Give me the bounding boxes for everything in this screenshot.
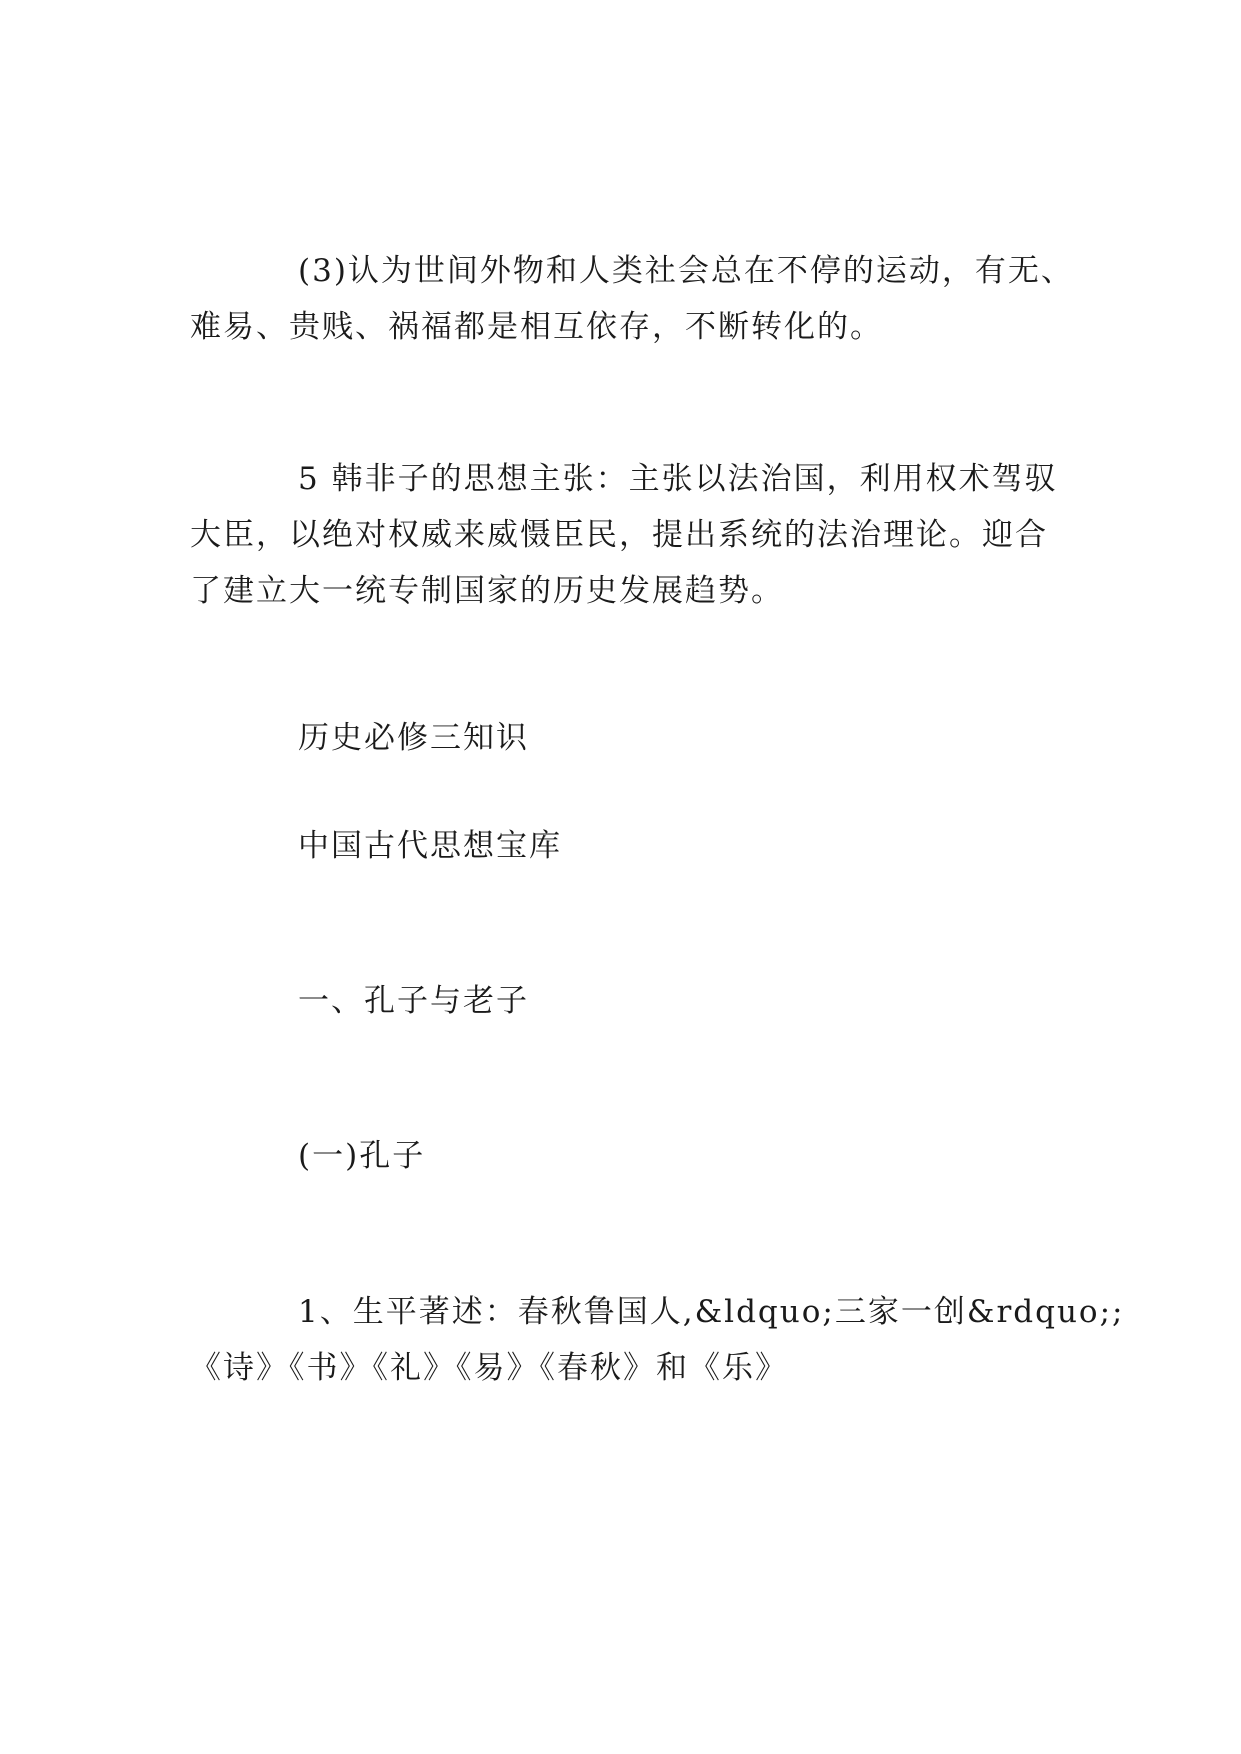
- paragraph-line: 《诗》《书》《礼》《易》《春秋》和《乐》: [190, 1350, 788, 1386]
- section-heading-confucius-laozi: [190, 973, 1070, 1029]
- section-heading-thought-treasury: [190, 818, 1070, 874]
- heading-text: 中国古代思想宝库: [298, 828, 562, 864]
- heading-text: (一)孔子: [298, 1138, 426, 1174]
- subsection-heading-confucius: [190, 1128, 1070, 1184]
- paragraph-laozi-dialectics: [190, 243, 1074, 355]
- paragraph-line: 了建立大一统专制国家的历史发展趋势。: [190, 573, 784, 609]
- paragraph-line: 难易、贵贱、祸福都是相互依存，不断转化的。: [190, 309, 883, 345]
- heading-text: 一、孔子与老子: [298, 983, 529, 1019]
- paragraph-hanfeizi: [190, 451, 1070, 619]
- section-heading-history-3: [190, 710, 1070, 766]
- paragraph-line: 5 韩非子的思想主张：主张以法治国，利用权术驾驭: [298, 461, 1058, 497]
- paragraph-confucius-biography: [190, 1284, 1125, 1396]
- heading-text: 历史必修三知识: [298, 720, 529, 756]
- paragraph-line: 大臣，以绝对权威来威慑臣民，提出系统的法治理论。迎合: [190, 517, 1048, 553]
- paragraph-line: (3)认为世间外物和人类社会总在不停的运动，有无、: [298, 253, 1074, 289]
- paragraph-line: 1、生平著述：春秋鲁国人,&ldquo;三家一创&rdquo;;: [298, 1294, 1125, 1330]
